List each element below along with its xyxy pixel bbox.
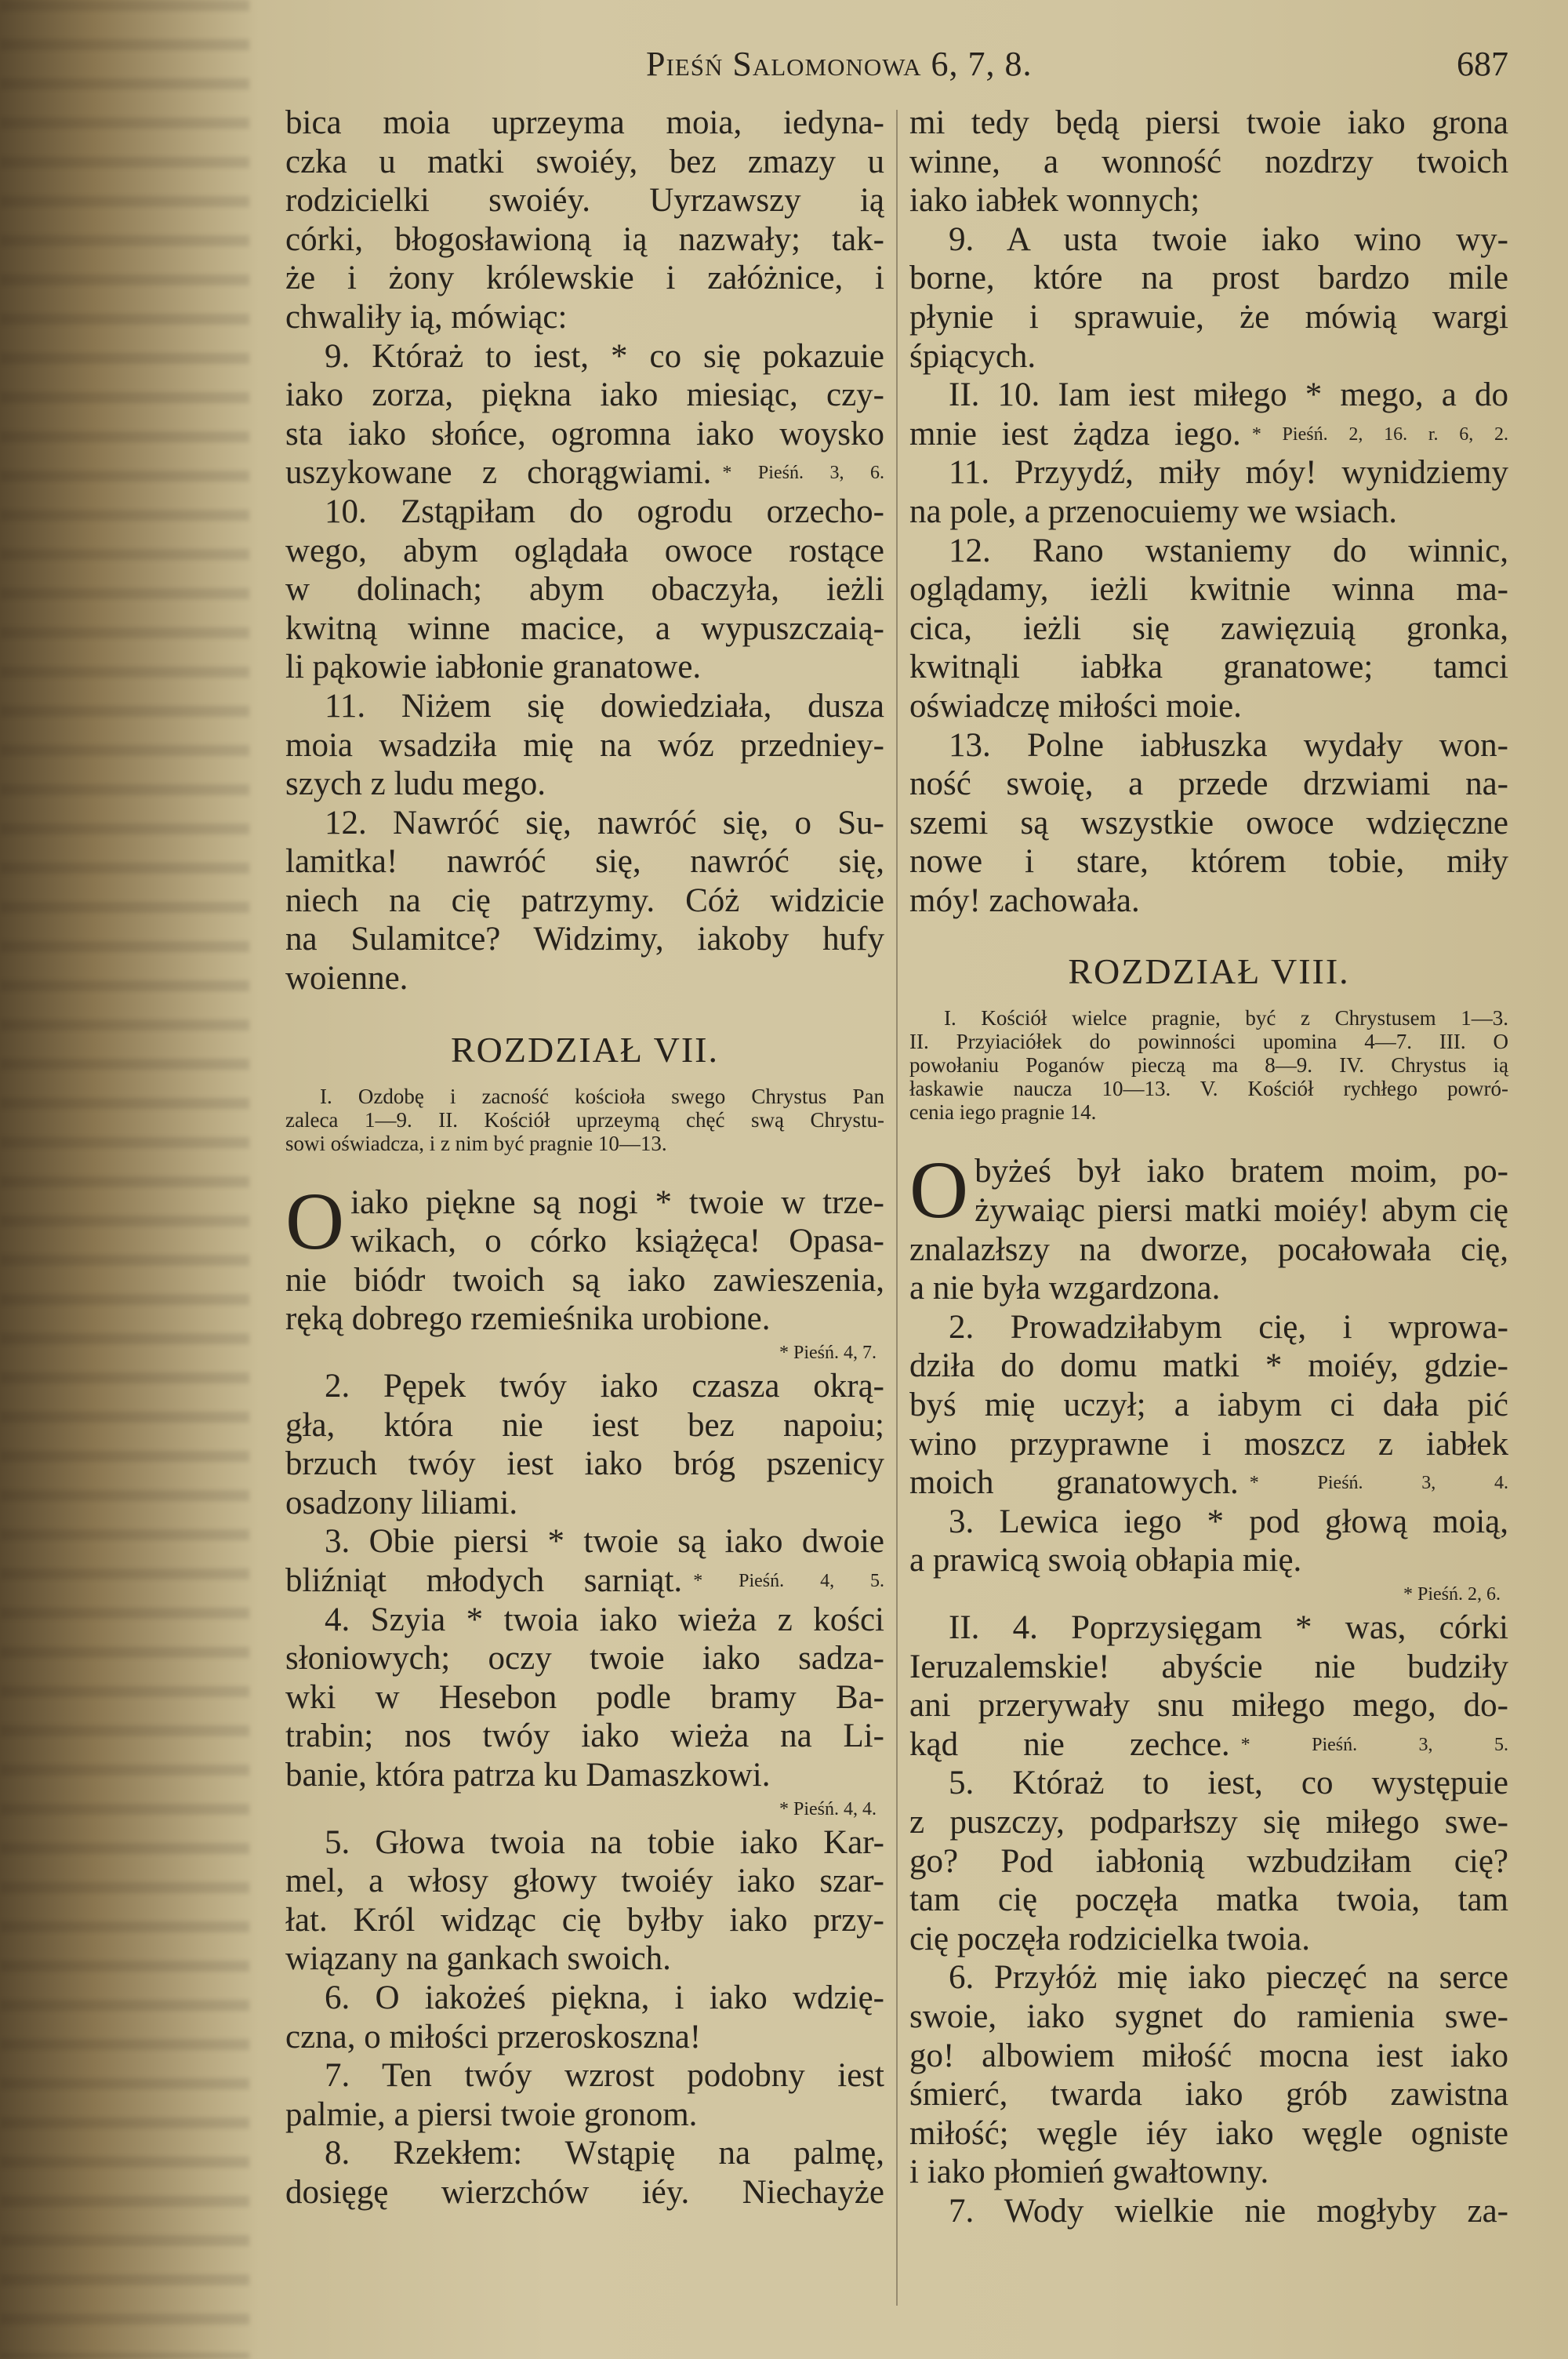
text-line: borne, które na prost bardzo mile (909, 260, 1508, 297)
text-line: mi tedy będą piersi twoie iako grona (909, 104, 1508, 141)
chapter-heading: ROZDZIAŁ VII. (451, 1029, 719, 1070)
verse-paragraph (285, 2134, 884, 2212)
summary-line: zaleca 1—9. II. Kościół uprzeymą chęć swą Chrystu- (285, 1107, 884, 1132)
text-line: czka u matki swoiéy, bez zmazy u (285, 143, 884, 180)
text-line: wiązany na gankach swoich. (285, 1940, 671, 1978)
text-line: tam cię poczęła matka twoia, tam (909, 1881, 1508, 1919)
text-line: winne, a wonność nozdrzy twoich (909, 143, 1508, 180)
verse-paragraph (909, 104, 1508, 220)
text-line: słoniowych; oczy twoie iako sadza- (285, 1640, 884, 1677)
text-line: szemi są wszystkie owoce wdzięczne (909, 804, 1508, 841)
verse-paragraph (285, 804, 884, 998)
text-line: Ieruzalemskie! abyście nie budziły (909, 1648, 1508, 1685)
verse-paragraph (909, 1764, 1508, 1958)
text-line: móy! zachowała. (909, 881, 1140, 919)
text-line: cica, ieżli się zawięzuią gronka, (909, 609, 1508, 647)
footnote-reference: * Pieśń. 4, 4. (779, 1798, 877, 1819)
drop-cap: O (285, 1183, 345, 1267)
verse-paragraph (909, 1608, 1508, 1764)
verse-paragraph (909, 220, 1508, 376)
chapter-summary (285, 1085, 884, 1155)
verse-paragraph (285, 1183, 884, 1339)
verse-paragraph (909, 1152, 1508, 1307)
text-line: na pole, a przenocuiemy we wsiach. (909, 493, 1398, 530)
text-line: 2. Pępek twóy iako czasza okrą- (325, 1368, 884, 1405)
verse-paragraph (285, 1522, 884, 1600)
line-text: mnie iest żądza iego. (909, 415, 1241, 453)
summary-line: cenia iego pragnie 14. (909, 1100, 1097, 1125)
verse-paragraph (909, 726, 1508, 921)
verse-paragraph (285, 1979, 884, 2056)
left-column (285, 104, 884, 2212)
text-line (909, 415, 1508, 454)
column-divider (896, 110, 898, 2306)
footnote-reference: * Pieśń. 4, 7. (779, 1343, 877, 1364)
text-line: wki w Hesebon podle bramy Ba- (285, 1678, 884, 1716)
summary-line: II. Przyiaciółek do powinności upomina 4—7. III. O (909, 1030, 1508, 1054)
text-line: cię poczęła rodzicielka twoia. (909, 1920, 1310, 1957)
text-line: kwitnąli iabłka granatowe; tamci (909, 649, 1508, 686)
text-line: znalazłszy na dworze, pocałowała cię, (909, 1230, 1508, 1268)
text-line: śpiących. (909, 337, 1036, 375)
text-line: córki, błogosławioną ią nazwały; tak- (285, 220, 884, 258)
text-line: woienne. (285, 960, 408, 998)
text-line: 3. Lewica iego * pod głową moią, (949, 1503, 1508, 1540)
text-line: 6. Przyłóż mię iako pieczęć na serce (949, 1959, 1508, 1997)
text-line (285, 453, 884, 493)
text-line: kwitną winne macice, a wypuszczaią- (285, 609, 884, 647)
text-line: miłość; węgle iéy iako węgle ogniste (909, 2114, 1508, 2152)
verse-paragraph (909, 2192, 1508, 2231)
text-line: żywaiąc piersi matki moiéy! abym cię (975, 1192, 1508, 1230)
text-line: gła, która nie iest bez napoiu; (285, 1406, 884, 1444)
footnote-reference: * Pieśń. 3, 4. (1249, 1473, 1508, 1494)
text-line: 7. Ten twóy wzrost podobny iest (325, 2057, 884, 2095)
text-line: 11. Niżem się dowiedziała, dusza (325, 687, 884, 725)
verse-paragraph (909, 1958, 1508, 2192)
verse-paragraph (909, 1308, 1508, 1503)
line-text: uszykowane z chorągwiami. (285, 454, 712, 492)
summary-line: I. Kościół wielce pragnie, być z Chrystusem 1—3. (944, 1006, 1508, 1030)
verse-paragraph (285, 687, 884, 804)
footnote-reference: * Pieśń. 3, 5. (1240, 1734, 1508, 1755)
text-line: 10. Zstąpiłam do ogrodu orzecho- (325, 493, 884, 530)
text-line: oglądamy, ieżli kwitnie winna ma- (909, 571, 1508, 609)
text-line: 2. Prowadziłabym cię, i wprowa- (949, 1308, 1508, 1346)
summary-line: I. Ozdobę i zacność kościoła swego Chrystus Pan (320, 1084, 884, 1108)
text-line: II. 4. Poprzysięgam * was, córki (949, 1609, 1508, 1646)
footnote-reference: * Pieśń. 3, 6. (722, 463, 884, 484)
text-line: płynie i sprawuie, że mówią wargi (909, 298, 1508, 336)
text-line: wino przyprawne i moszcz z iabłek (909, 1425, 1508, 1463)
text-line: bica moia uprzeyma moia, iedyna- (285, 104, 884, 141)
text-line: 11. Przyydź, miły móy! wynidziemy (949, 454, 1508, 492)
text-line: oświadczę miłości moie. (909, 687, 1242, 725)
text-line: wego, abym oglądała owoce rostące (285, 532, 884, 569)
text-line: byś mię uczył; a iabym ci dała pić (909, 1387, 1508, 1424)
text-line: 13. Polne iabłuszka wydały won- (949, 726, 1508, 764)
text-line: nie biódr twoich są iako zawieszenia, (285, 1261, 884, 1299)
text-line: mel, a włosy głowy twoiéy iako szar- (285, 1863, 884, 1900)
text-line: a nie była wzgardzona. (909, 1270, 1221, 1307)
verse-paragraph (909, 376, 1508, 453)
text-line: byżeś był iako bratem moim, po- (975, 1153, 1508, 1190)
line-text: kąd nie zechce. (909, 1725, 1230, 1763)
line-text: bliźniąt młodych sarniąt. (285, 1562, 683, 1599)
text-line: go? Pod iabłonią wzbudziłam cię? (909, 1842, 1508, 1880)
text-line: lamitka! nawróć się, nawróć się, (285, 843, 884, 881)
running-title: Pieśń Salomonowa 6, 7, 8. (646, 45, 1033, 83)
text-line: swoie, iako sygnet do ramienia swe- (909, 1997, 1508, 2035)
verse-paragraph (285, 493, 884, 687)
text-line: 8. Rzekłem: Wstąpię na palmę, (325, 2135, 884, 2172)
text-line: a prawicą swoią obłapia mię. (909, 1542, 1302, 1579)
text-line: sta iako słońce, ogromna iako woysko (285, 415, 884, 453)
text-line (909, 1725, 1508, 1765)
text-line: iako iabłek wonnych; (909, 182, 1200, 220)
text-line: moia wsadziła mię na wóz przedniey- (285, 726, 884, 764)
text-line: 7. Wody wielkie nie mogłyby za- (949, 2192, 1508, 2230)
footnote-reference: * Pieśń. 2, 6. (1403, 1584, 1501, 1605)
chapter-summary (909, 1006, 1508, 1124)
text-line (909, 1463, 1508, 1503)
text-line: 5. Głowa twoia na tobie iako Kar- (325, 1823, 884, 1861)
text-line: iako zorza, piękna iako miesiąc, czy- (285, 376, 884, 414)
text-line: nowe i stare, którem tobie, miły (909, 843, 1508, 881)
text-line: dziła do domu matki * moiéy, gdzie- (909, 1347, 1508, 1385)
text-line: li pąkowie iabłonie granatowe. (285, 649, 702, 686)
text-line: banie, która patrza ku Damaszkowi. (285, 1756, 771, 1794)
chapter-heading: ROZDZIAŁ VIII. (1068, 951, 1350, 992)
verse-paragraph (909, 532, 1508, 726)
text-line: ani przerywały snu miłego mego, do- (909, 1687, 1508, 1725)
text-line: i iako płomień gwałtowny. (909, 2154, 1269, 2191)
text-line: 5. Któraż to iest, co występuie (949, 1765, 1508, 1802)
footnote-reference: * Pieśń. 4, 5. (693, 1571, 884, 1591)
text-line: brzuch twóy iest iako bróg pszenicy (285, 1445, 884, 1483)
text-line: na Sulamitce? Widzimy, iakoby hufy (285, 921, 884, 958)
verse-paragraph (285, 2056, 884, 2134)
text-line: rodzicielki swoiéy. Uyrzawszy ią (285, 182, 884, 220)
verse-paragraph (285, 1601, 884, 1795)
text-line: że i żony królewskie i załóżnice, i (285, 260, 884, 297)
text-line: śmierć, twarda iako grób zawistna (909, 2076, 1508, 2114)
verse-paragraph (909, 1503, 1508, 1580)
text-line: czna, o miłości przeroskoszna! (285, 2018, 702, 2055)
text-line: dosięgę wierzchów iéy. Niechayże (285, 2173, 884, 2211)
verse-paragraph (285, 1367, 884, 1522)
running-header (285, 44, 1508, 88)
text-line: chwaliły ią, mówiąc: (285, 298, 568, 336)
text-line: 12. Nawróć się, nawróć się, o Su- (325, 804, 884, 841)
text-line: go! albowiem miłość mocna iest iako (909, 2037, 1508, 2074)
text-line: osadzony liliami. (285, 1484, 518, 1521)
verse-paragraph (285, 1823, 884, 1979)
text-line: iako piękne są nogi * twoie w trze- (350, 1183, 884, 1221)
text-line: wikach, o córko książęca! Opasa- (350, 1223, 884, 1260)
text-line: 9. Któraż to iest, * co się pokazuie (325, 337, 884, 375)
line-text: moich granatowych. (909, 1464, 1239, 1502)
text-line: w dolinach; abym obaczyła, ieżli (285, 571, 884, 609)
text-line: 12. Rano wstaniemy do winnic, (949, 532, 1508, 569)
text-line: II. 10. Iam iest miłego * mego, a do (949, 376, 1508, 414)
text-line: 4. Szyia * twoia iako wieża z kości (325, 1601, 884, 1638)
text-line: ręką dobrego rzemieśnika urobione. (285, 1300, 771, 1338)
summary-line: łaskawie naucza 10—13. V. Kościół rychłego powró- (909, 1077, 1508, 1101)
verse-paragraph (285, 104, 884, 337)
verse-paragraph (285, 337, 884, 493)
facing-page-edge (0, 0, 249, 2359)
text-line (285, 1561, 884, 1601)
verse-paragraph (909, 453, 1508, 531)
summary-line: powołaniu Poganów pieczą ma 8—9. IV. Chrystus ią (909, 1053, 1508, 1078)
text-line: ność swoię, a przede drzwiami na- (909, 765, 1508, 803)
text-line: 9. A usta twoie iako wino wy- (949, 220, 1508, 258)
text-line: łat. Król widząc cię byłby iako przy- (285, 1901, 884, 1939)
summary-line: sowi oświadcza, i z nim być pragnie 10—13. (285, 1131, 667, 1155)
text-line: niech na cię patrzymy. Cóż widzicie (285, 881, 884, 919)
text-line: 3. Obie piersi * twoie są iako dwoie (325, 1523, 884, 1561)
page-number: 687 (1457, 45, 1508, 83)
text-line: 6. O iakożeś piękna, i iako wdzię- (325, 1979, 884, 2016)
drop-cap: O (909, 1152, 969, 1236)
footnote-reference: * Pieśń. 2, 16. r. 6, 2. (1251, 423, 1508, 445)
text-line: z puszczy, podparłszy się miłego swe- (909, 1803, 1508, 1841)
text-line: szych z ludu mego. (285, 765, 546, 803)
right-column (909, 104, 1508, 2231)
text-line: palmie, a piersi twoie gronom. (285, 2095, 698, 2133)
text-line: trabin; nos twóy iako wieża na Li- (285, 1717, 884, 1755)
